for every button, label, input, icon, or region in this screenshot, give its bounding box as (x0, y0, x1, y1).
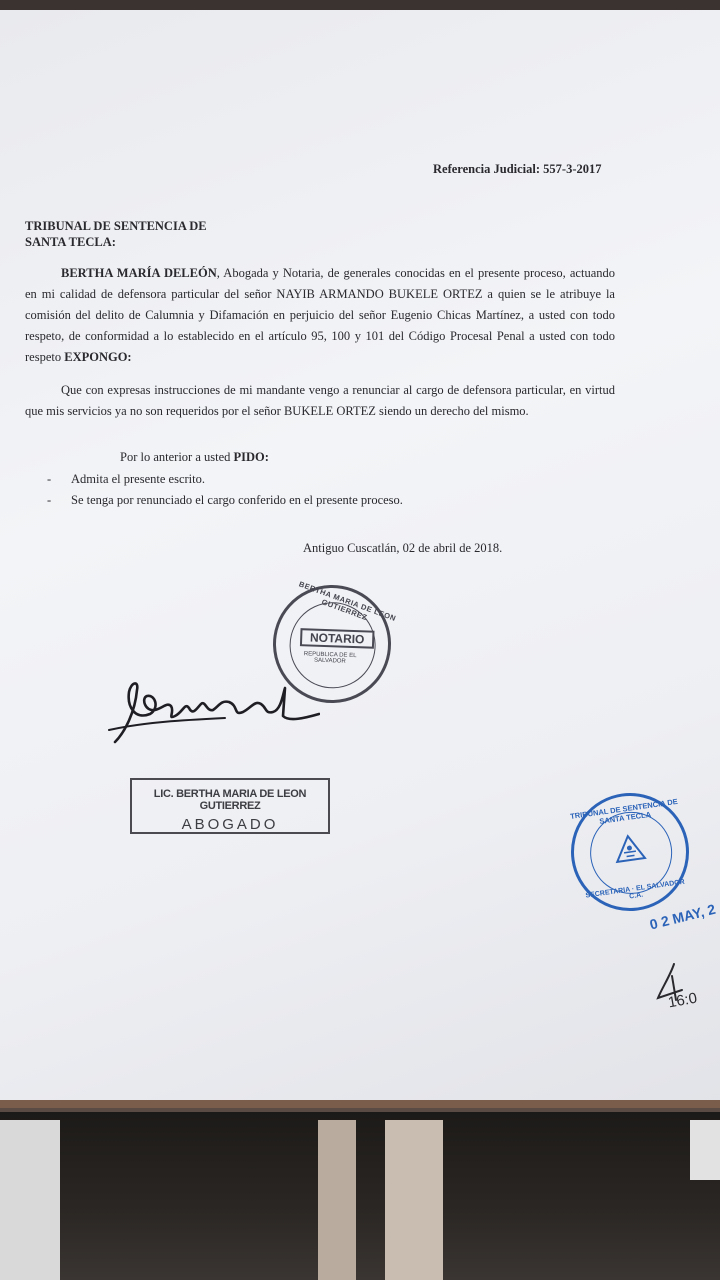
notary-seal-ring-text: BERTHA MARIA DE LEON GUTIERREZ (297, 579, 398, 624)
intro-text: , Abogada y Notaria, de generales conocidas en el presente proceso, actuando en mi calidad de defensora particular del señor NAYIB ARMANDO BUKELE ORTEZ a quien se le atribuye la comisión del delito de Calumnia y Difamación en perjuicio del señor Eugenio Chicas Martínez, a usted con todo respeto, de conformidad a lo establecido en el artículo 95, 100 y 101 del Código Procesal Penal a usted con todo respeto (25, 266, 615, 364)
handwritten-signature (105, 672, 320, 752)
pido-label: PIDO: (233, 450, 269, 464)
background-strap-right (385, 1120, 443, 1280)
list-item: - Admita el presente escrito. (47, 469, 403, 490)
notary-seal-bottom: REPUBLICA DE EL SALVADOR (303, 651, 357, 665)
resignation-text: Que con expresas instrucciones de mi mandante vengo a renunciar al cargo de defensora particular, en virtud que mis servicios ya no son requeridos por el señor BUKELE ORTEZ siendo un derecho del mismo. (25, 383, 615, 418)
coat-of-arms-icon (612, 832, 648, 866)
notary-seal-center: NOTARIO (300, 628, 375, 649)
background-light-patch (0, 1120, 60, 1280)
judicial-reference: Referencia Judicial: 557-3-2017 (433, 162, 602, 176)
pido-prefix: Por lo anterior a usted (120, 450, 234, 464)
received-date-stamp: 0 2 MAY, 2 (648, 900, 718, 933)
request-item-2: Se tenga por renunciado el cargo conferido en el presente proceso. (71, 493, 403, 507)
date-line: Antiguo Cuscatlán, 02 de abril de 2018. (303, 541, 503, 555)
court-seal-bottom: SECRETARIA · EL SALVADOR C.A. (585, 878, 686, 901)
background-table (0, 1110, 720, 1280)
document-page (0, 10, 720, 1108)
background-light-patch-right (690, 1120, 720, 1180)
expongo-label: EXPONGO: (64, 350, 132, 364)
court-seal-ring-text: TRIBUNAL DE SENTENCIA DE SANTA TECLA (569, 796, 679, 826)
paragraph-intro (25, 263, 615, 368)
author-name: BERTHA MARÍA DELEÓN (61, 266, 217, 280)
recipient-line-1: TRIBUNAL DE SENTENCIA DE (25, 219, 207, 233)
paragraph-resignation (25, 380, 615, 422)
lawyer-stamp-title: ABOGADO (181, 816, 279, 833)
lawyer-stamp (130, 778, 330, 834)
recipient-block (25, 218, 207, 250)
recipient-line-2: SANTA TECLA: (25, 235, 116, 249)
request-item-1: Admita el presente escrito. (71, 472, 205, 486)
received-time: 16:0 (666, 989, 699, 1012)
request-heading (120, 447, 269, 468)
background-strap-left (318, 1120, 356, 1280)
document-edge (0, 1100, 720, 1108)
lawyer-stamp-name: LIC. BERTHA MARIA DE LEON GUTIERREZ (153, 788, 307, 812)
list-item: - Se tenga por renunciado el cargo conferido en el presente proceso. (47, 490, 403, 511)
request-list (47, 469, 403, 511)
